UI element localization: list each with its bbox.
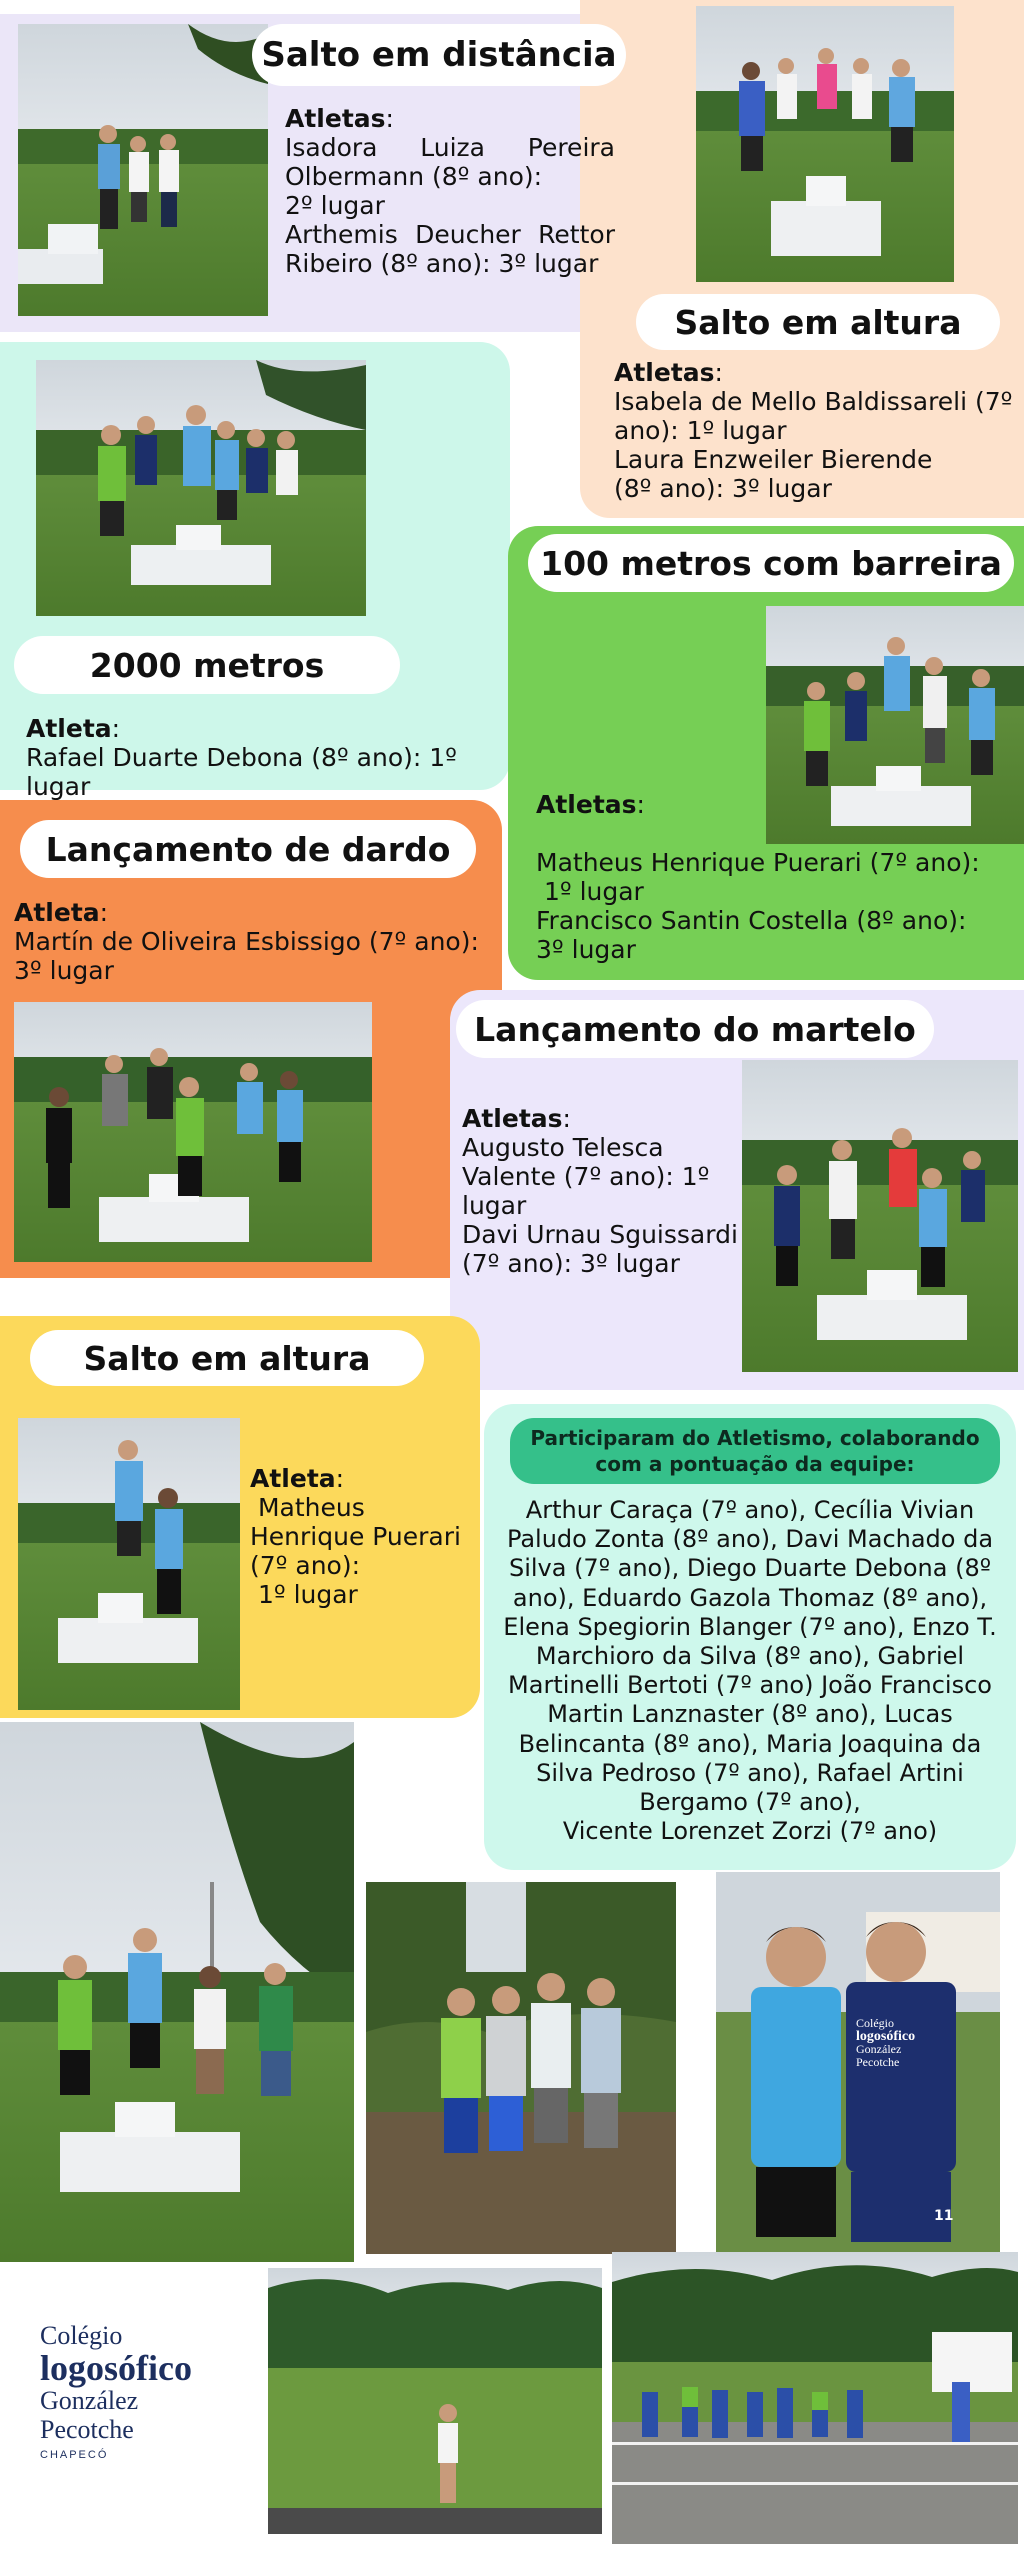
participants-list [494,1496,1006,1846]
logo-line: González [40,2386,139,2415]
label-atleta: Atleta [250,1464,336,1493]
shirt-text-line: logosófico [856,2029,916,2044]
title-100-barreira: 100 metros com barreira [528,534,1014,592]
text-salto-altura-2: Atleta: Matheus Henrique Puerari (7º ano): 1º lugar [250,1464,480,1609]
label-atleta: Atleta [26,714,112,743]
title-salto-altura-2: Salto em altura [30,1330,424,1386]
participants-line: Silva Pedroso (7º ano), Rafael Artini [536,1758,964,1787]
athlete-line: (7º ano): 3º lugar [462,1249,680,1278]
photo-podium-salto-distancia [18,24,268,316]
photo-two-students-thumbs-up [716,1872,1000,2254]
shirt-logo-text [856,2017,915,2069]
text-100-barreira [536,848,1016,964]
logo-line: Pecotche [40,2415,134,2444]
participants-line: Vicente Lorenzet Zorzi (7º ano) [562,1817,938,1846]
label-atletas: Atletas [462,1104,563,1133]
text-100-barreira-label: Atletas: [536,790,645,819]
athlete-line: Valente (7º ano): 1º [462,1162,710,1191]
athlete-line: 1º lugar [250,1580,358,1609]
participants-line: Silva (7º ano), Diego Duarte Debona (8º [508,1554,992,1583]
photo-race-start-line [612,2252,1018,2544]
title-salto-altura-1: Salto em altura [636,294,1000,350]
label-atletas: Atletas [614,358,715,387]
participants-line: Paludo Zonta (8º ano), Davi Machado da [506,1525,994,1554]
participants-line: Martinelli Bertoti (7º ano) João Francisco [508,1671,992,1700]
athlete-line: Arthemis Deucher Rettor [285,220,615,249]
photo-coaches-podium [0,1722,354,2262]
athlete-line: Isadora Luiza Pereira [285,133,615,162]
photo-podium-100-barreira [766,606,1024,844]
participants-badge [510,1418,1000,1484]
text-salto-distancia: Atletas: Isadora Luiza Pereira Olbermann (8º ano): 2º lugar Arthemis Deucher Rettor Ribeiro (8º ano): 3º lugar [285,104,615,278]
athlete-line: Davi Urnau Sguissardi [462,1220,738,1249]
photo-podium-salto-altura-2 [18,1418,240,1710]
participants-line: Bergamo (7º ano), [639,1788,861,1817]
title-lancamento-dardo: Lançamento de dardo [20,820,476,878]
shirt-text-line: González [856,2042,902,2056]
text-2000-metros: Atleta: Rafael Duarte Debona (8º ano): 1º lugar [26,714,506,801]
participants-line: Elena Spegiorin Blanger (7º ano), Enzo T. [503,1612,997,1641]
athlete-line: 1º lugar [536,877,644,906]
shirt-text-line: Colégio [856,2016,894,2030]
athlete-line: Rafael Duarte Debona (8º ano): 1º lugar [26,743,457,801]
logo-line: Colégio [40,2321,123,2350]
title-2000-metros: 2000 metros [14,636,400,694]
athlete-line: Martín de Oliveira Esbissigo (7º ano): [14,927,479,956]
shirt-text-line: Pecotche [856,2055,900,2069]
athlete-line: Isabela de Mello Baldissareli (7º [614,387,1013,416]
athlete-line: lugar [462,1191,527,1220]
photo-podium-2000-metros [36,360,366,616]
participants-line: Martin Lanznaster (8º ano), Lucas [547,1700,953,1729]
athlete-line: ano): 1º lugar [614,416,787,445]
athlete-line: 3º lugar [536,935,636,964]
logo-line: logosófico [40,2348,192,2388]
athlete-line: Augusto Telesca [462,1133,664,1162]
athlete-line: 3º lugar [14,956,114,985]
athlete-line: Francisco Santin Costella (8º ano): [536,906,967,935]
school-logo [40,2322,250,2466]
participants-title-line: com a pontuação da equipe: [595,1452,915,1476]
participants-line: ano), Eduardo Gazola Thomaz (8º ano), [512,1583,988,1612]
text-lancamento-martelo: Atletas: Augusto Telesca Valente (7º ano): 1º lugar Davi Urnau Sguissardi (7º ano): 3º lugar [462,1104,742,1278]
athlete-line: (8º ano): 3º lugar [614,474,832,503]
logo-line: CHAPECÓ [40,2449,109,2461]
label-atletas: Atletas [285,104,386,133]
athlete-line: Olbermann (8º ano): [285,162,543,191]
photo-podium-salto-altura [696,6,954,282]
photo-group-students [366,1882,676,2254]
athlete-line: Matheus [250,1493,365,1522]
athlete-line: Matheus Henrique Puerari (7º ano): [536,848,980,877]
shirt-number: 11 [934,2208,954,2224]
title-lancamento-martelo: Lançamento do martelo [456,1000,934,1058]
photo-runner-track [268,2268,602,2534]
text-lancamento-dardo: Atleta: Martín de Oliveira Esbissigo (7º ano): 3º lugar [14,898,494,985]
participants-line: Marchioro da Silva (8º ano), Gabriel [535,1642,965,1671]
athlete-line: 2º lugar [285,191,385,220]
text-salto-altura-1: Atletas: Isabela de Mello Baldissareli (7º ano): 1º lugar Laura Enzweiler Bierende (8º ano): 3º lugar [614,358,1013,503]
label-atletas: Atletas [536,790,637,819]
photo-podium-lancamento-martelo [742,1060,1018,1372]
participants-line: Arthur Caraça (7º ano), Cecília Vivian [525,1496,975,1524]
athlete-line: (7º ano): [250,1551,361,1580]
title-salto-distancia: Salto em distância [252,24,626,86]
athlete-line: Laura Enzweiler Bierende [614,445,933,474]
participants-title-line: Participaram do Atletismo, colaborando [530,1426,980,1450]
athlete-line: Henrique Puerari [250,1522,461,1551]
participants-line: Belincanta (8º ano), Maria Joaquina da [518,1729,982,1758]
athlete-line: Ribeiro (8º ano): 3º lugar [285,249,599,278]
label-atleta: Atleta [14,898,100,927]
photo-podium-lancamento-dardo [14,1002,372,1262]
